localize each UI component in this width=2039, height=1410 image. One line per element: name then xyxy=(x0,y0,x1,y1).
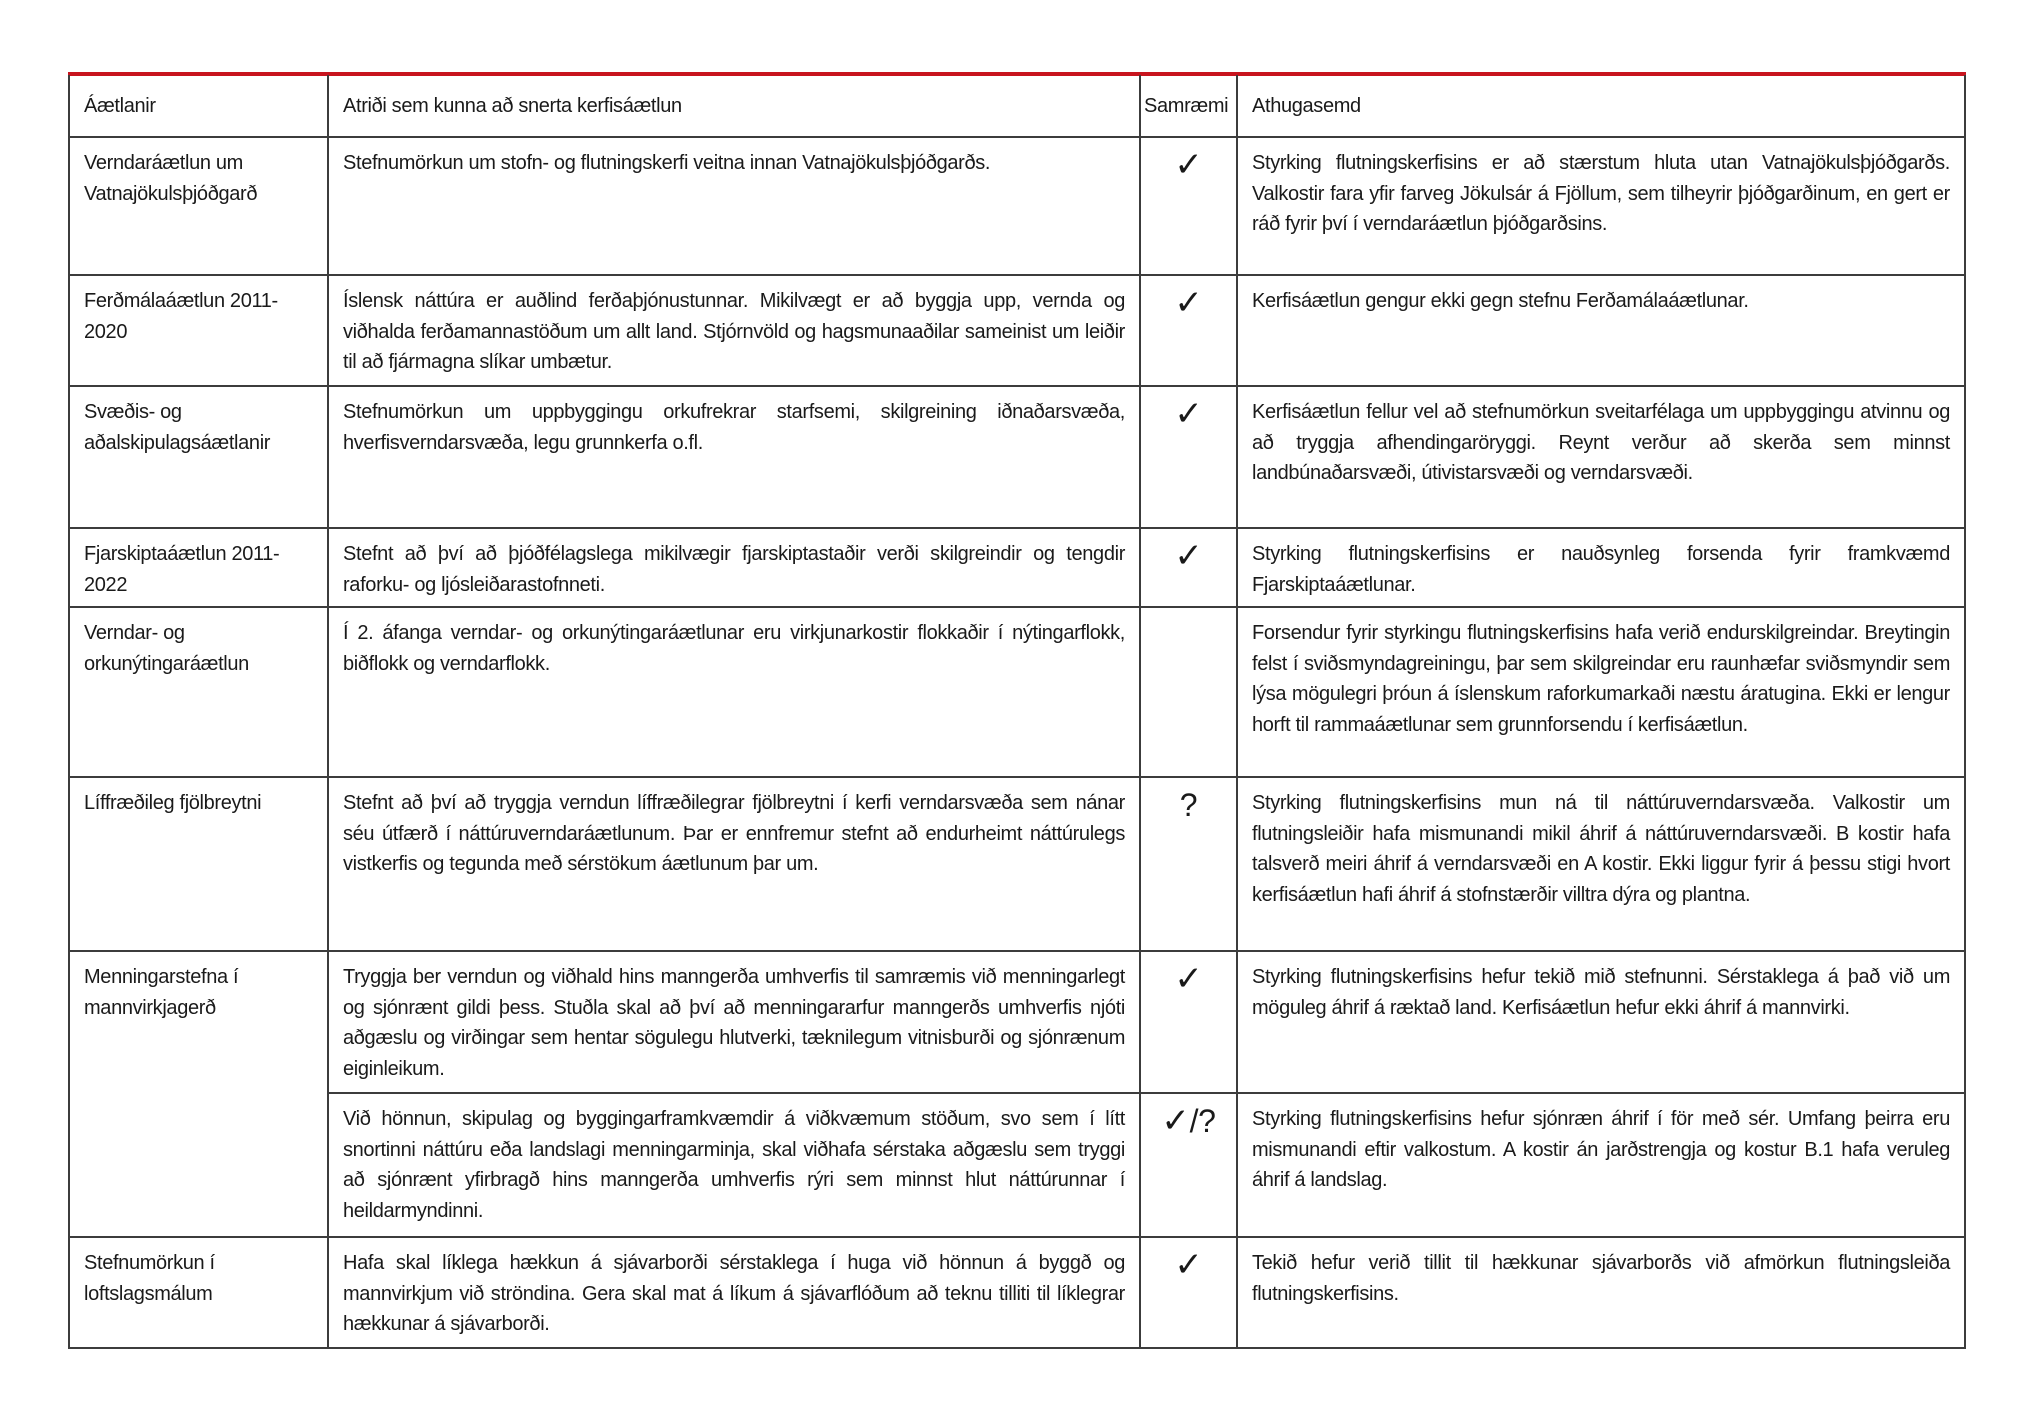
plan-name: Svæðis- og aðalskipulagsáætlanir xyxy=(69,386,328,528)
header-consistency: Samræmi xyxy=(1140,75,1237,137)
consistency-cell xyxy=(1140,951,1237,1093)
plan-item-text: Stefnumörkun um stofn- og flutningskerfi veitna innan Vatnajökulsþjóðgarðs. xyxy=(328,137,1140,275)
plan-name: Stefnumörkun í loftslagsmálum xyxy=(69,1237,328,1348)
remark-text: Forsendur fyrir styrkingu flutningskerfisins hafa verið endurskilgreindar. Breytingin felst í sviðsmyndagreiningu, þar sem skilgreindar eru raunhæfar sviðsmyndir sem lýsa mögulegri þróun á íslenskum raforkumarkaði næstu áratugina. Ekki er lengur horft til rammaáætlunar sem grunnforsendu í kerfisáætlun. xyxy=(1237,607,1965,777)
header-items: Atriði sem kunna að snerta kerfisáætlun xyxy=(328,75,1140,137)
remark-text: Styrking flutningskerfisins hefur sjónræn áhrif í för með sér. Umfang þeirra eru mismunandi eftir valkostum. A kostir án jarðstrengja og kostur B.1 hafa veruleg áhrif á landslag. xyxy=(1237,1093,1965,1237)
remark-text: Styrking flutningskerfisins hefur tekið mið stefnunni. Sérstaklega á það við um möguleg áhrif á ræktað land. Kerfisáætlun hefur ekki áhrif á mannvirki. xyxy=(1237,951,1965,1093)
check-icon: ✓ xyxy=(1174,959,1203,999)
question-icon: /? xyxy=(1189,1103,1216,1139)
table-header-row xyxy=(69,75,1965,137)
header-plans: Áætlanir xyxy=(69,75,328,137)
table-row xyxy=(69,528,1965,607)
plan-name: Menningarstefna í mannvirkjagerð xyxy=(69,951,328,1237)
check-icon: ✓ xyxy=(1174,1245,1203,1285)
plan-item-text: Íslensk náttúra er auðlind ferðaþjónustunnar. Mikilvægt er að byggja upp, vernda og viðhalda ferðamannastöðum um allt land. Stjórnvöld og hagsmunaaðilar sameinist um leiðir til að fjármagna slíkar umbætur. xyxy=(328,275,1140,386)
table-row xyxy=(69,386,1965,528)
consistency-cell-empty xyxy=(1140,607,1237,777)
plan-name: Fjarskiptaáætlun 2011-2022 xyxy=(69,528,328,607)
plan-item-text: Við hönnun, skipulag og byggingarframkvæmdir á viðkvæmum stöðum, svo sem í lítt snortinni náttúru eða landslagi menningarminja, skal viðhafa sérstaka aðgæslu sem tryggi að sjónrænt yfirbragð hins manngerða umhverfis rýri sem minnst hlut náttúrunnar í heildarmyndinni. xyxy=(328,1093,1140,1237)
consistency-cell xyxy=(1140,386,1237,528)
plan-item-text: Hafa skal líklega hækkun á sjávarborði sérstaklega í huga við hönnun á byggð og mannvirkjum við ströndina. Gera skal mat á líkum á sjávarflóðum að teknu tilliti til líklegrar hækkunar á sjávarborði. xyxy=(328,1237,1140,1348)
consistency-cell xyxy=(1140,528,1237,607)
plan-name: Verndaráætlun um Vatnajökulsþjóðgarð xyxy=(69,137,328,275)
table-row xyxy=(69,777,1965,951)
plan-name: Ferðmálaáætlun 2011-2020 xyxy=(69,275,328,386)
check-icon: ✓ xyxy=(1174,145,1203,185)
table-row xyxy=(69,951,1965,1093)
remark-text: Styrking flutningskerfisins mun ná til náttúruverndarsvæða. Valkostir um flutningsleiðir hafa mismunandi mikil áhrif á náttúruverndarsvæði. B kostir hafa talsverð meiri áhrif á verndarsvæði en A kostir. Ekki liggur fyrir á þessu stigi hvort kerfisáætlun hafi áhrif á stofnstærðir villtra dýra og plantna. xyxy=(1237,777,1965,951)
remark-text: Styrking flutningskerfisins er að stærstum hluta utan Vatnajökulsþjóðgarðs. Valkostir fara yfir farveg Jökulsár á Fjöllum, sem tilheyrir þjóðgarðinum, en gert er ráð fyrir því í verndaráætlun þjóðgarðsins. xyxy=(1237,137,1965,275)
check-icon: ✓ xyxy=(1174,394,1203,434)
plan-name: Verndar- og orkunýtingaráætlun xyxy=(69,607,328,777)
check-icon: ✓ xyxy=(1174,283,1203,323)
consistency-cell xyxy=(1140,137,1237,275)
consistency-cell xyxy=(1140,275,1237,386)
check-icon: ✓ xyxy=(1174,536,1203,576)
consistency-cell xyxy=(1140,1093,1237,1237)
check-question-icon xyxy=(1161,1101,1216,1141)
plan-item-text: Stefnumörkun um uppbyggingu orkufrekrar starfsemi, skilgreining iðnaðarsvæða, hverfisverndarsvæða, legu grunnkerfa o.fl. xyxy=(328,386,1140,528)
plan-item-text: Stefnt að því að þjóðfélagslega mikilvægir fjarskiptastaðir verði skilgreindir og tengdir raforku- og ljósleiðarastofnneti. xyxy=(328,528,1140,607)
table-row xyxy=(69,137,1965,275)
remark-text: Kerfisáætlun gengur ekki gegn stefnu Ferðamálaáætlunar. xyxy=(1237,275,1965,386)
remark-text: Kerfisáætlun fellur vel að stefnumörkun sveitarfélaga um uppbyggingu atvinnu og að tryggja afhendingaröryggi. Reynt verður að skerða sem minnst landbúnaðarsvæði, útivistarsvæði og verndarsvæði. xyxy=(1237,386,1965,528)
plan-name: Líffræðileg fjölbreytni xyxy=(69,777,328,951)
plan-item-text: Í 2. áfanga verndar- og orkunýtingaráætlunar eru virkjunarkostir flokkaðir í nýtingarflokk, biðflokk og verndarflokk. xyxy=(328,607,1140,777)
remark-text: Tekið hefur verið tillit til hækkunar sjávarborðs við afmörkun flutningsleiða flutningskerfisins. xyxy=(1237,1237,1965,1348)
plan-item-text: Stefnt að því að tryggja verndun líffræðilegrar fjölbreytni í kerfi verndarsvæða sem nánar séu útfærð í náttúruverndaráætlunum. Þar er ennfremur stefnt að endurheimt náttúrulegs vistkerfis og tegunda með sérstökum áætlunum þar um. xyxy=(328,777,1140,951)
consistency-cell xyxy=(1140,777,1237,951)
plans-consistency-table xyxy=(68,75,1966,1349)
question-icon: ? xyxy=(1179,787,1198,823)
header-remarks: Athugasemd xyxy=(1237,75,1965,137)
table-sub-row xyxy=(69,1093,1965,1237)
check-icon: ✓ xyxy=(1161,1101,1190,1141)
table-row xyxy=(69,1237,1965,1348)
remark-text: Styrking flutningskerfisins er nauðsynleg forsenda fyrir framkvæmd Fjarskiptaáætlunar. xyxy=(1237,528,1965,607)
table-row xyxy=(69,607,1965,777)
plan-item-text: Tryggja ber verndun og viðhald hins manngerða umhverfis til samræmis við menningarlegt og sjónrænt gildi þess. Stuðla skal að því að menningararfur manngerðs umhverfis njóti aðgæslu og virðingar sem hentar sögulegu hlutverki, tæknilegum vitnisburði og sjónrænum eiginleikum. xyxy=(328,951,1140,1093)
consistency-cell xyxy=(1140,1237,1237,1348)
table-row xyxy=(69,275,1965,386)
